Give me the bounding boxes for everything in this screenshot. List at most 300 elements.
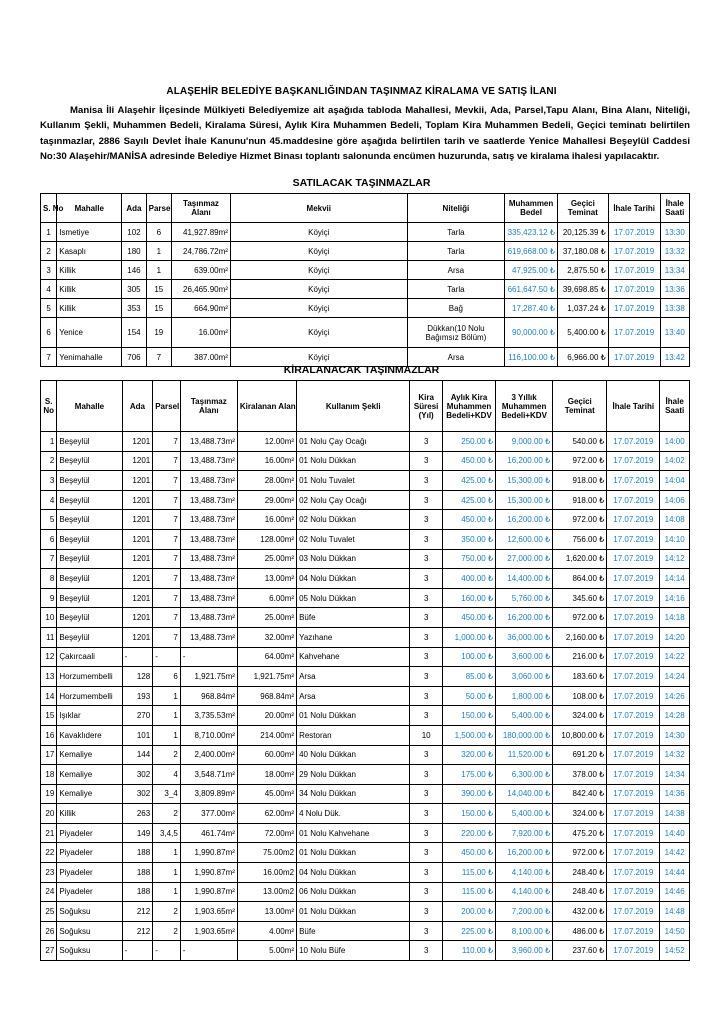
cell-area: 13,488.73m² [180,549,237,569]
cell-rented-area: 16.00m² [237,451,296,471]
cell-three-year-total: 5,400.00 ₺ [496,804,553,824]
cell-monthly-rent: 450.00 ₺ [442,608,495,628]
cell-mahalle: Beşeylül [57,510,122,530]
cell-mevkii: Köyiçi [230,280,407,299]
cell-nitelik: Arsa [407,348,505,367]
cell-parsel: 4 [153,765,181,785]
cell-ada: 1201 [122,510,153,530]
cell-ada: 102 [122,223,146,242]
cell-teminat: 972.00 ₺ [553,608,607,628]
cell-mahalle: Beşeylül [57,529,122,549]
cell-usage: Kahvehane [297,647,410,667]
column-header: Muhammen Bedel [505,194,558,223]
cell-no: 2 [41,451,57,471]
cell-date: 17.07.2019 [607,725,660,745]
cell-three-year-total: 16,200.00 ₺ [496,608,553,628]
cell-date: 17.07.2019 [608,261,660,280]
cell-time: 14:24 [660,667,690,687]
cell-mevkii: Köyiçi [230,223,407,242]
sale-table [40,193,690,367]
cell-mahalle: Horzumembelli [57,667,122,687]
table-row [41,490,690,510]
cell-monthly-rent: 350.00 ₺ [442,529,495,549]
cell-no: 17 [41,745,57,765]
cell-teminat: 10,800.00 ₺ [553,725,607,745]
cell-time: 13:32 [660,242,689,261]
column-header: Aylık Kira Muhammen Bedeli+KDV [442,381,495,432]
cell-area: 1,903.65m² [180,902,237,922]
table-row [41,765,690,785]
cell-teminat: 39,698.85 ₺ [557,280,608,299]
cell-date: 17.07.2019 [607,941,660,961]
cell-mahalle: Kemaliye [57,745,122,765]
cell-area: - [180,647,237,667]
cell-duration: 3 [410,863,443,883]
cell-mevkii: Köyiçi [230,261,407,280]
column-header: Kullanım Şekli [297,381,410,432]
cell-ada: 188 [122,863,153,883]
cell-three-year-total: 3,600.00 ₺ [496,647,553,667]
cell-ada: 1201 [122,451,153,471]
cell-time: 14:52 [660,941,690,961]
cell-time: 14:08 [660,510,690,530]
cell-date: 17.07.2019 [607,706,660,726]
rent-table [40,380,690,961]
cell-usage: 01 Nolu Kahvehane [297,823,410,843]
column-header: Ada [122,381,153,432]
cell-ada: 144 [122,745,153,765]
cell-mahalle: Beşeylül [57,588,122,608]
cell-usage: 04 Nolu Dükkan [297,569,410,589]
cell-date: 17.07.2019 [607,921,660,941]
cell-parsel: 7 [153,588,181,608]
cell-date: 17.07.2019 [608,280,660,299]
table-row [41,902,690,922]
cell-no: 3 [41,471,57,491]
cell-rented-area: 25.00m² [237,608,296,628]
column-header: Mahalle [57,194,122,223]
table-row [41,261,690,280]
cell-teminat: 2,875.50 ₺ [557,261,608,280]
cell-mahalle: Çakırcaali [57,647,122,667]
sale-section-heading: SATILACAK TAŞINMAZLAR [292,177,431,189]
cell-date: 17.07.2019 [607,745,660,765]
table-row [41,432,690,452]
cell-three-year-total: 6,300.00 ₺ [496,765,553,785]
cell-monthly-rent: 220.00 ₺ [442,823,495,843]
cell-usage: Büfe [297,608,410,628]
cell-time: 14:10 [660,529,690,549]
cell-area: 13,488.73m² [180,432,237,452]
cell-ada: 1201 [122,529,153,549]
cell-ada: 149 [122,823,153,843]
table-row [41,725,690,745]
cell-no: 19 [41,784,57,804]
cell-usage: 01 Nolu Çay Ocağı [297,432,410,452]
cell-three-year-total: 27,000.00 ₺ [496,549,553,569]
cell-usage: 04 Nolu Dükkan [297,863,410,883]
cell-area: 13,488.73m² [180,569,237,589]
cell-mahalle: Beşeylül [57,451,122,471]
cell-duration: 3 [410,941,443,961]
cell-duration: 3 [410,823,443,843]
cell-parsel: 2 [153,804,181,824]
cell-usage: Arsa [297,686,410,706]
cell-teminat: 756.00 ₺ [553,529,607,549]
column-header: Kira Süresi (Yıl) [410,381,443,432]
column-header: Taşınmaz Alanı [180,381,237,432]
table-row [41,667,690,687]
cell-duration: 3 [410,784,443,804]
cell-date: 17.07.2019 [608,223,660,242]
table-row [41,823,690,843]
cell-date: 17.07.2019 [608,318,660,348]
table-row [41,804,690,824]
table-row [41,863,690,883]
cell-teminat: 5,400.00 ₺ [557,318,608,348]
cell-teminat: 6,966.00 ₺ [557,348,608,367]
cell-no: 4 [41,490,57,510]
cell-date: 17.07.2019 [607,569,660,589]
cell-date: 17.07.2019 [607,843,660,863]
cell-mevkii: Köyiçi [230,242,407,261]
column-header: İhale Tarihi [607,381,660,432]
cell-rented-area: 6.00m² [237,588,296,608]
cell-three-year-total: 11,520.00 ₺ [496,745,553,765]
cell-rented-area: 968.84m² [237,686,296,706]
cell-area: 387.00m² [172,348,231,367]
table-row [41,882,690,902]
cell-duration: 3 [410,510,443,530]
cell-ada: 263 [122,804,153,824]
cell-time: 14:38 [660,804,690,824]
cell-date: 17.07.2019 [607,804,660,824]
cell-date: 17.07.2019 [607,627,660,647]
cell-usage: 4 Nolu Dük. [297,804,410,824]
cell-duration: 3 [410,745,443,765]
cell-time: 13:40 [660,318,689,348]
cell-duration: 3 [410,686,443,706]
cell-mahalle: Kemaliye [57,784,122,804]
cell-rented-area: 13.00m2 [237,882,296,902]
cell-duration: 3 [410,549,443,569]
cell-time: 14:20 [660,627,690,647]
cell-muhammen: 47,925.00 ₺ [505,261,558,280]
cell-area: 24,786.72m² [172,242,231,261]
cell-monthly-rent: 750.00 ₺ [442,549,495,569]
cell-rented-area: 16.00m² [237,510,296,530]
cell-monthly-rent: 450.00 ₺ [442,843,495,863]
cell-mahalle: Beşeylül [57,569,122,589]
table-row [41,280,690,299]
cell-no: 9 [41,588,57,608]
table-row [41,706,690,726]
cell-area: 2,400.00m² [180,745,237,765]
cell-usage: 01 Nolu Tuvalet [297,471,410,491]
cell-area: 1,903.65m² [180,921,237,941]
cell-duration: 3 [410,921,443,941]
cell-area: 26,465.90m² [172,280,231,299]
column-header: Geçici Teminat [553,381,607,432]
cell-date: 17.07.2019 [607,667,660,687]
cell-usage: 10 Nolu Büfe [297,941,410,961]
cell-three-year-total: 4,140.00 ₺ [496,882,553,902]
table-row [41,451,690,471]
cell-ada: 180 [122,242,146,261]
cell-parsel: 7 [153,608,181,628]
cell-teminat: 864.00 ₺ [553,569,607,589]
cell-monthly-rent: 110.00 ₺ [442,941,495,961]
table-row [41,627,690,647]
cell-rented-area: 72.00m² [237,823,296,843]
cell-duration: 10 [410,725,443,745]
cell-ada: 270 [122,706,153,726]
cell-ada: 353 [122,299,146,318]
cell-parsel: 1 [153,686,181,706]
cell-duration: 3 [410,490,443,510]
cell-parsel: 7 [153,549,181,569]
cell-three-year-total: 5,400.00 ₺ [496,706,553,726]
table-row [41,471,690,491]
cell-no: 18 [41,765,57,785]
cell-nitelik: Tarla [407,223,505,242]
cell-usage: 29 Nolu Dükkan [297,765,410,785]
column-header: Mahalle [57,381,122,432]
cell-no: 23 [41,863,57,883]
cell-rented-area: 214.00m² [237,725,296,745]
cell-rented-area: 28.00m² [237,471,296,491]
cell-mahalle: Piyadeler [57,843,122,863]
cell-nitelik: Tarla [407,242,505,261]
cell-duration: 3 [410,451,443,471]
cell-time: 14:04 [660,471,690,491]
cell-date: 17.07.2019 [607,529,660,549]
cell-area: 13,488.73m² [180,510,237,530]
cell-area: 8,710.00m² [180,725,237,745]
cell-time: 14:16 [660,588,690,608]
table-row [41,921,690,941]
cell-rented-area: 32.00m² [237,627,296,647]
cell-three-year-total: 3,960.00 ₺ [496,941,553,961]
cell-three-year-total: 16,200.00 ₺ [496,451,553,471]
cell-parsel: 7 [153,432,181,452]
cell-ada: 188 [122,882,153,902]
cell-monthly-rent: 225.00 ₺ [442,921,495,941]
cell-time: 13:38 [660,299,689,318]
cell-parsel: 1 [153,706,181,726]
cell-time: 13:42 [660,348,689,367]
cell-mahalle: Yenice [57,318,122,348]
cell-usage: Yazıhane [297,627,410,647]
cell-mahalle: Kasaplı [57,242,122,261]
cell-date: 17.07.2019 [607,510,660,530]
cell-no: 7 [41,348,57,367]
cell-duration: 3 [410,627,443,647]
cell-three-year-total: 15,300.00 ₺ [496,490,553,510]
cell-time: 14:42 [660,843,690,863]
cell-duration: 3 [410,569,443,589]
cell-ada: - [122,941,153,961]
table-row [41,318,690,348]
cell-date: 17.07.2019 [607,549,660,569]
cell-teminat: 691.20 ₺ [553,745,607,765]
cell-rented-area: 4.00m² [237,921,296,941]
cell-three-year-total: 4,140.00 ₺ [496,863,553,883]
cell-ada: 1201 [122,490,153,510]
cell-rented-area: 128.00m² [237,529,296,549]
cell-duration: 3 [410,667,443,687]
cell-duration: 3 [410,588,443,608]
cell-no: 3 [41,261,57,280]
cell-area: 16.00m² [172,318,231,348]
cell-mahalle: Yenimahalle [57,348,122,367]
table-row [41,588,690,608]
cell-mahalle: Beşeylül [57,490,122,510]
table-row [41,242,690,261]
cell-no: 6 [41,529,57,549]
cell-teminat: 1,037.24 ₺ [557,299,608,318]
cell-parsel: 2 [153,921,181,941]
column-header: 3 Yıllık Muhammen Bedeli+KDV [496,381,553,432]
cell-three-year-total: 8,100.00 ₺ [496,921,553,941]
table-row [41,299,690,318]
rent-section-heading: KİRALANACAK TAŞINMAZLAR [283,364,440,376]
cell-time: 13:30 [660,223,689,242]
cell-date: 17.07.2019 [607,882,660,902]
table-row [41,549,690,569]
cell-teminat: 37,180.08 ₺ [557,242,608,261]
cell-parsel: 1 [153,843,181,863]
cell-no: 22 [41,843,57,863]
cell-parsel: 7 [153,451,181,471]
cell-rented-area: 18.00m² [237,765,296,785]
cell-mevkii: Köyiçi [230,299,407,318]
cell-duration: 3 [410,647,443,667]
cell-usage: 01 Nolu Dükkan [297,843,410,863]
cell-teminat: 108.00 ₺ [553,686,607,706]
cell-parsel: 3_4 [153,784,181,804]
cell-time: 14:00 [660,432,690,452]
cell-no: 5 [41,299,57,318]
cell-duration: 3 [410,529,443,549]
cell-three-year-total: 36,000.00 ₺ [496,627,553,647]
cell-rented-area: 12.00m² [237,432,296,452]
cell-date: 17.07.2019 [608,299,660,318]
cell-three-year-total: 3,060.00 ₺ [496,667,553,687]
cell-parsel: 7 [153,627,181,647]
cell-three-year-total: 16,200.00 ₺ [496,843,553,863]
column-header: Niteliği [407,194,505,223]
cell-ada: 193 [122,686,153,706]
cell-ada: 302 [122,765,153,785]
cell-no: 24 [41,882,57,902]
cell-parsel: 7 [146,348,171,367]
sale-header-row [41,194,690,223]
cell-area: 41,927.89m² [172,223,231,242]
cell-rented-area: 20.00m² [237,706,296,726]
cell-parsel: 1 [153,882,181,902]
cell-parsel: 15 [146,280,171,299]
column-header: Parsel [146,194,171,223]
cell-muhammen: 661,647.50 ₺ [505,280,558,299]
cell-monthly-rent: 115.00 ₺ [442,882,495,902]
cell-date: 17.07.2019 [607,588,660,608]
cell-no: 15 [41,706,57,726]
cell-rented-area: 25.00m² [237,549,296,569]
page-title: ALAŞEHİR BELEDİYE BAŞKANLIĞINDAN TAŞINMAZ KİRALAMA VE SATIŞ İLANI [166,86,557,97]
cell-usage: 34 Nolu Dükkan [297,784,410,804]
cell-date: 17.07.2019 [607,686,660,706]
cell-area: 1,990.87m² [180,843,237,863]
cell-no: 2 [41,242,57,261]
cell-area: 13,488.73m² [180,608,237,628]
table-row [41,686,690,706]
cell-three-year-total: 12,600.00 ₺ [496,529,553,549]
cell-date: 17.07.2019 [607,784,660,804]
cell-usage: Arsa [297,667,410,687]
cell-no: 11 [41,627,57,647]
cell-area: 1,990.87m² [180,882,237,902]
column-header: İhale Saati [660,194,689,223]
cell-time: 13:36 [660,280,689,299]
cell-mahalle: Soğuksu [57,902,122,922]
cell-muhammen: 335,423.12 ₺ [505,223,558,242]
cell-mahalle: Beşeylül [57,471,122,491]
cell-rented-area: 5.00m² [237,941,296,961]
cell-usage: 01 Nolu Dükkan [297,902,410,922]
cell-time: 14:46 [660,882,690,902]
cell-monthly-rent: 1,500.00 ₺ [442,725,495,745]
cell-monthly-rent: 100.00 ₺ [442,647,495,667]
cell-time: 14:34 [660,765,690,785]
cell-no: 6 [41,318,57,348]
table-row [41,608,690,628]
cell-three-year-total: 7,920.00 ₺ [496,823,553,843]
cell-no: 25 [41,902,57,922]
intro-paragraph: Manisa İli Alaşehir İlçesinde Mülkiyeti Belediyemize ait aşağıda tabloda Mahallesi, Mevkii, Ada, Parsel,Tapu Alanı, Bina Alanı, Niteliği, Kullanım Şekli, Muhammen Bedeli, Kiralama Süresi, Aylık Kira Muhammen Bedeli, Toplam Kira Muhammen Bedeli, Geçici teminatı belirtilen taşınmazlar, 2886 Sayılı Devlet İhale Kanunu'nun 45.maddesine göre aşağıda belirtilen tarih ve saatlerde Yenice Mahallesi Beşeylül Caddesi No:30 Alaşehir/MANİSA adresinde Belediye Hizmet Binası toplantı salonunda encümen huzurunda, satış ve kiralama ihalesi yapılacaktır. [40,105,690,163]
cell-mahalle: Horzumembelli [57,686,122,706]
cell-three-year-total: 14,400.00 ₺ [496,569,553,589]
cell-usage: 03 Nolu Dükkan [297,549,410,569]
cell-monthly-rent: 450.00 ₺ [442,510,495,530]
cell-three-year-total: 9,000.00 ₺ [496,432,553,452]
cell-monthly-rent: 160.00 ₺ [442,588,495,608]
cell-duration: 3 [410,608,443,628]
cell-parsel: 2 [153,902,181,922]
cell-date: 17.07.2019 [607,863,660,883]
cell-parsel: 7 [153,490,181,510]
column-header: Geçici Teminat [557,194,608,223]
cell-no: 5 [41,510,57,530]
cell-monthly-rent: 115.00 ₺ [442,863,495,883]
cell-monthly-rent: 150.00 ₺ [442,706,495,726]
cell-rented-area: 62.00m² [237,804,296,824]
cell-ada: 706 [122,348,146,367]
column-header: Kiralanan Alan [237,381,296,432]
cell-no: 1 [41,223,57,242]
cell-ada: 1201 [122,627,153,647]
cell-mahalle: Işıklar [57,706,122,726]
cell-teminat: 20,125.39 ₺ [557,223,608,242]
cell-rented-area: 13.00m² [237,569,296,589]
cell-teminat: 1,620.00 ₺ [553,549,607,569]
cell-muhammen: 90,000.00 ₺ [505,318,558,348]
cell-date: 17.07.2019 [607,608,660,628]
cell-mahalle: Killik [57,280,122,299]
column-header: Ada [122,194,146,223]
cell-teminat: 324.00 ₺ [553,804,607,824]
cell-ada: 1201 [122,588,153,608]
